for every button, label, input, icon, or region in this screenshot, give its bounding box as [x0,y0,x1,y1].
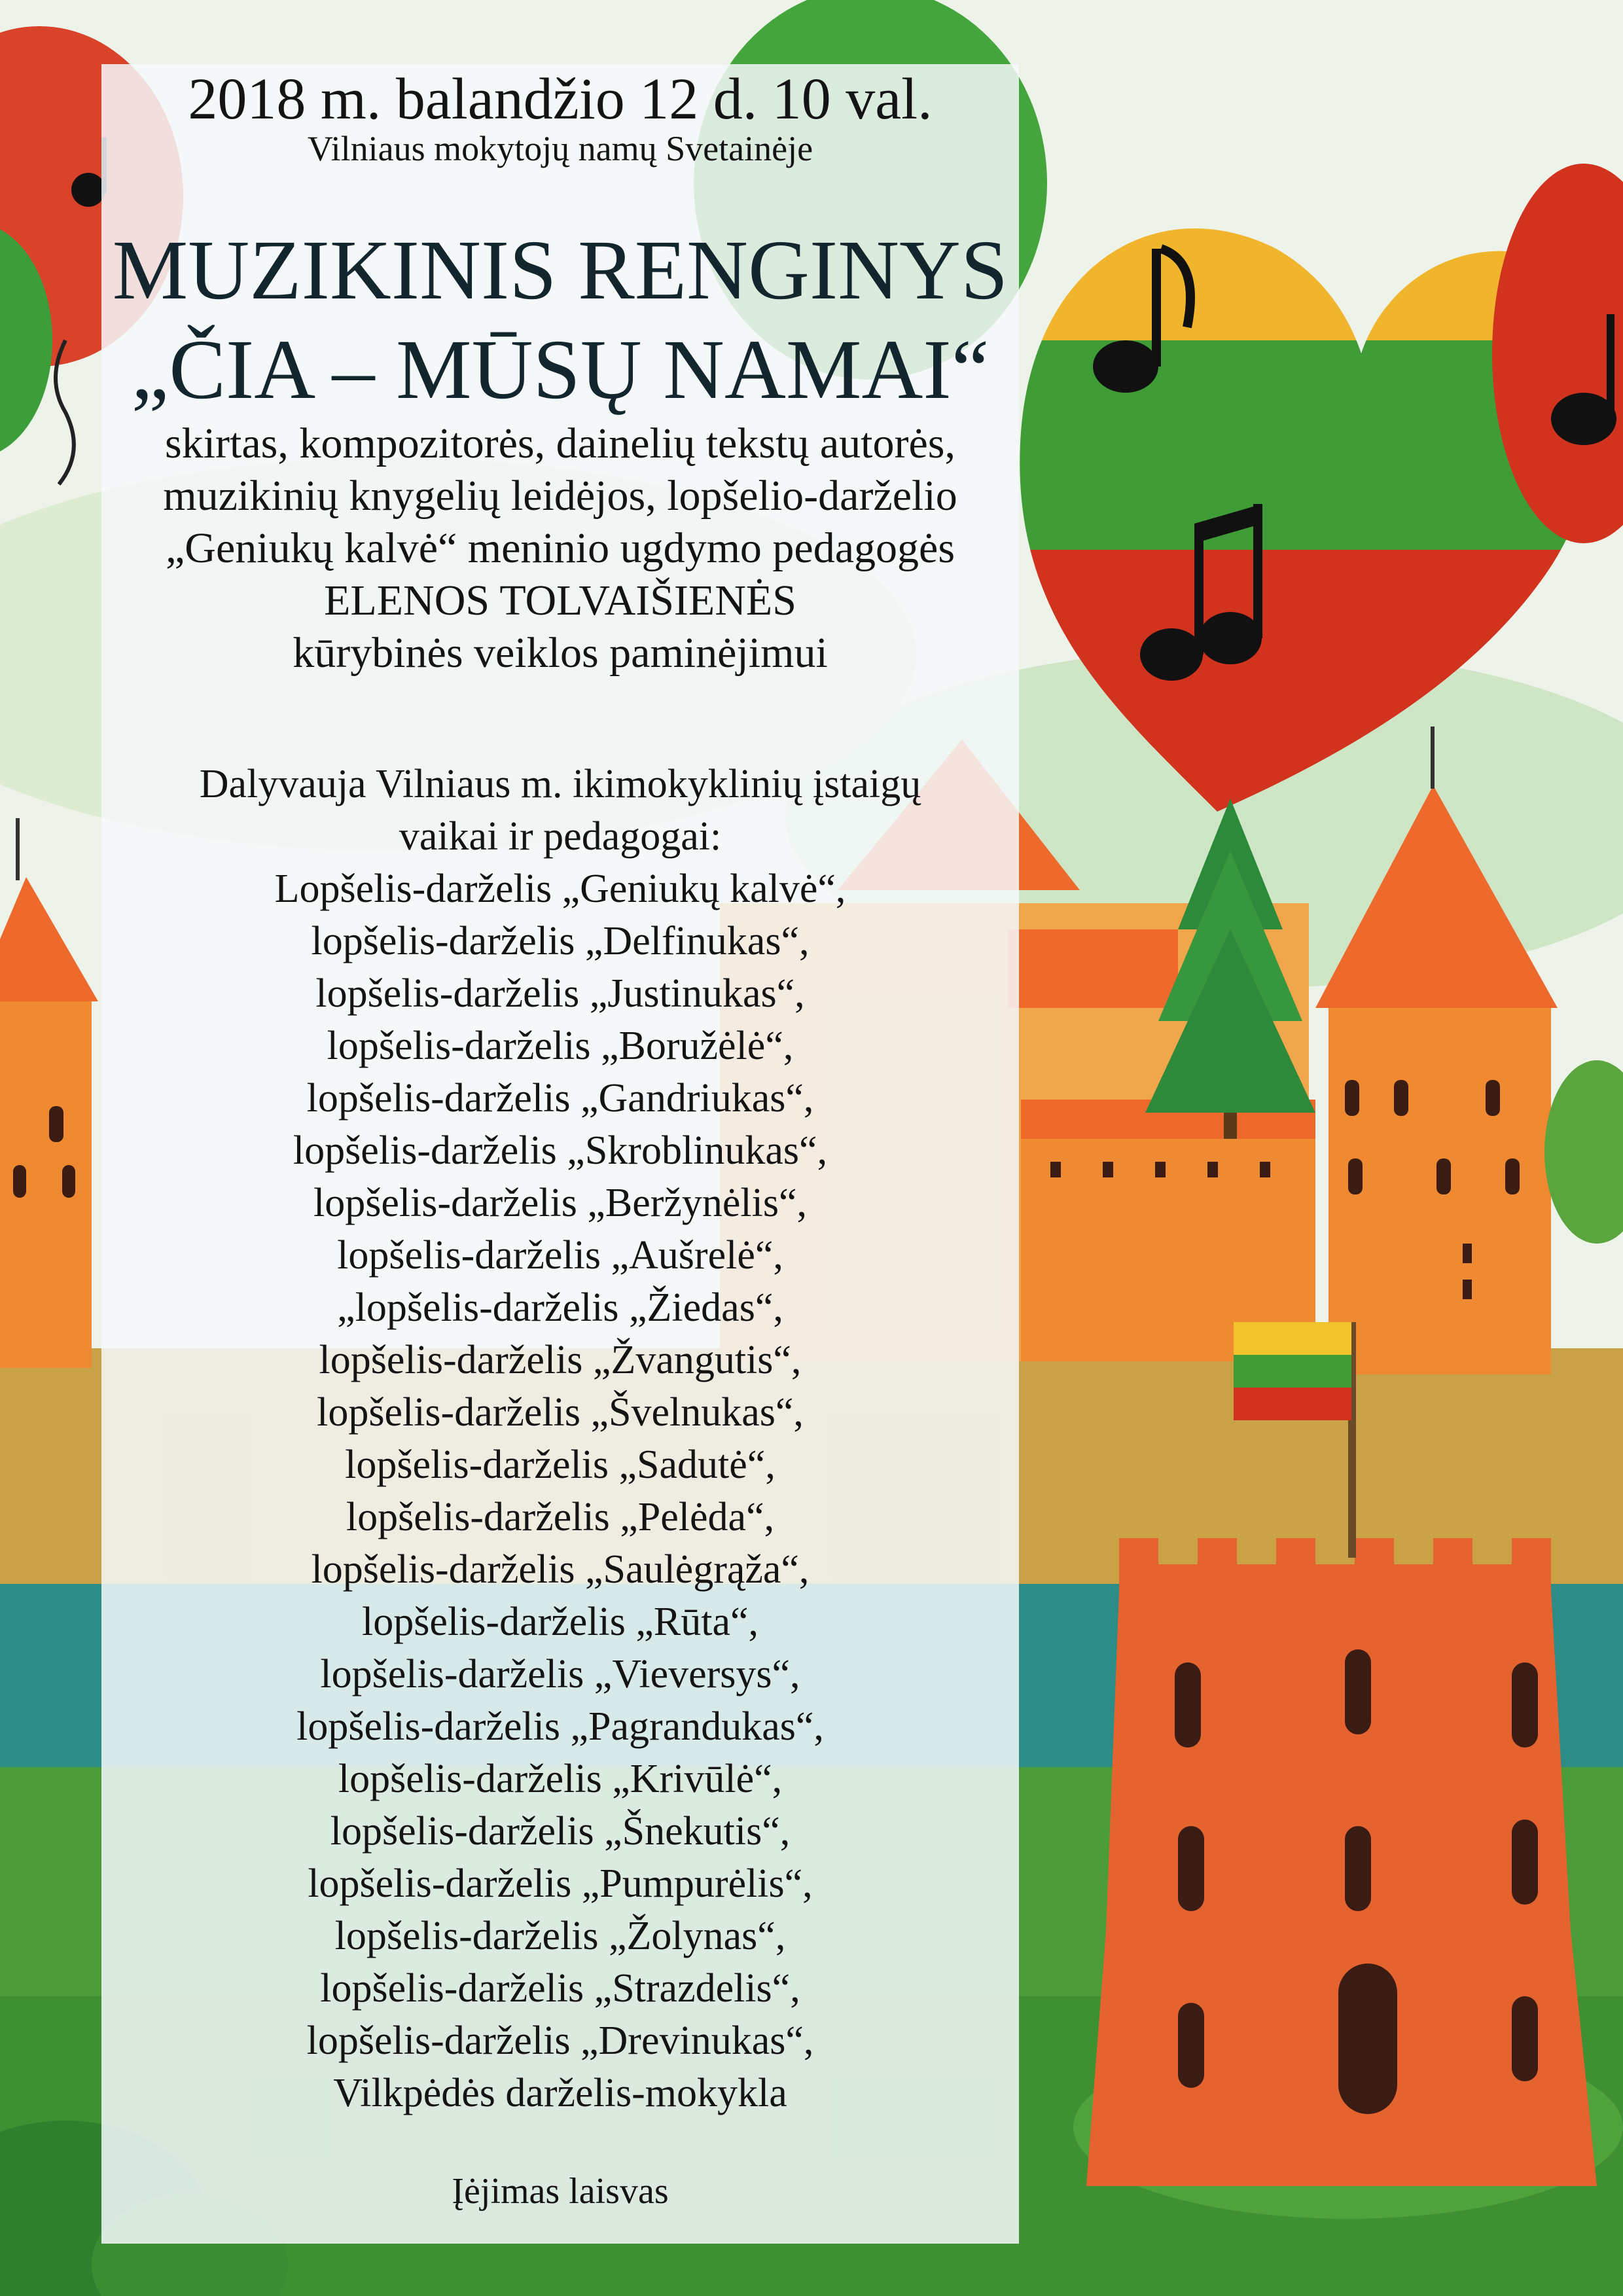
participant-item: lopšelis-darželis „Aušrelė“, [337,1233,783,1278]
participant-item: lopšelis-darželis „Boružėlė“, [327,1024,794,1068]
participant-item: lopšelis-darželis „Drevinukas“, [306,2018,814,2063]
participant-item: lopšelis-darželis „Švelnukas“, [317,1390,804,1435]
participant-item: lopšelis-darželis „Pelėda“, [346,1495,775,1539]
event-venue: Vilniaus mokytojų namų Svetainėje [307,129,813,168]
participant-item: lopšelis-darželis „Pagrandukas“, [296,1704,824,1749]
participant-item: lopšelis-darželis „Pumpurėlis“, [308,1861,813,1906]
dedication-line: skirtas, kompozitorės, dainelių tekstų autorės, [165,420,955,467]
event-date: 2018 m. balandžio 12 d. 10 val. [188,67,933,132]
participant-item: lopšelis-darželis „Žvangutis“, [319,1338,802,1382]
participants-intro: Dalyvauja Vilniaus m. ikimokyklinių įstaigų [199,762,921,806]
participant-item: „lopšelis-darželis „Žiedas“, [337,1285,783,1330]
participant-item: lopšelis-darželis „Delfinukas“, [311,919,810,963]
dedication-line: „Geniukų kalvė“ meninio ugdymo pedagogės [165,524,955,572]
participant-item: lopšelis-darželis „Saulėgrąža“, [311,1547,810,1592]
participant-item: lopšelis-darželis „Sadutė“, [345,1443,776,1487]
text-panel [101,64,1019,2244]
participant-item: Lopšelis-darželis „Geniukų kalvė“, [274,867,846,911]
honoree-name: ELENOS TOLVAIŠIENĖS [324,577,796,624]
event-title-line-1: MUZIKINIS RENGINYS [112,223,1008,317]
participant-item: Vilkpėdės darželis-mokykla [333,2071,787,2115]
participant-item: lopšelis-darželis „Skroblinukas“, [293,1128,828,1173]
event-title-line-2: „ČIA – MŪSŲ NAMAI“ [131,323,990,417]
participant-item: lopšelis-darželis „Gandriukas“, [306,1076,814,1121]
dedication-line: kūrybinės veiklos paminėjimui [293,629,828,677]
participant-item: lopšelis-darželis „Vieversys“, [320,1652,800,1696]
dedication-line: muzikinių knygelių leidėjos, lopšelio-darželio [163,472,957,520]
participant-item: lopšelis-darželis „Strazdelis“, [320,1966,800,2011]
free-entry-note: Įėjimas laisvas [452,2171,669,2212]
participants-intro: vaikai ir pedagogai: [399,814,722,859]
participant-item: lopšelis-darželis „Justinukas“, [315,971,805,1016]
participant-item: lopšelis-darželis „Šnekutis“, [330,1809,791,1854]
participant-item: lopšelis-darželis „Krivūlė“, [338,1757,783,1801]
participant-item: lopšelis-darželis „Žolynas“, [334,1914,786,1958]
participant-item: lopšelis-darželis „Rūta“, [361,1600,758,1644]
participant-item: lopšelis-darželis „Beržynėlis“, [313,1181,808,1225]
